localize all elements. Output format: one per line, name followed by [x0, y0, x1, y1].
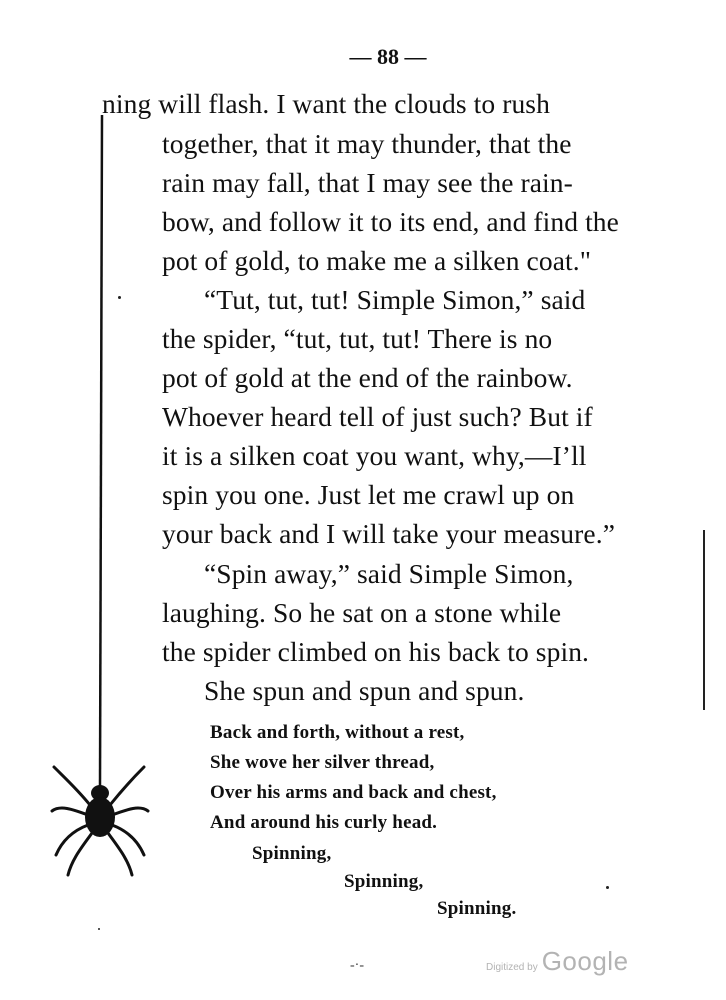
body-line: the spider climbed on his back to spin.: [162, 636, 590, 667]
body-line: pot of gold at the end of the rainbow.: [162, 362, 573, 393]
page-number: — 88 —: [349, 44, 427, 69]
body-line: spin you one. Just let me crawl up on: [162, 479, 575, 510]
body-line: “Tut, tut, tut! Simple Simon,” said: [204, 284, 586, 315]
scan-speck: [118, 296, 121, 299]
body-line: rain may fall, that I may see the rain-: [162, 167, 573, 198]
poem-line: And around his curly head.: [210, 812, 438, 833]
scan-speck: [606, 886, 609, 889]
body-line: bow, and follow it to its end, and find the: [162, 206, 619, 237]
spider-body: [85, 797, 115, 837]
poem-line: Spinning,: [344, 871, 424, 892]
spider-illustration: [40, 115, 170, 900]
watermark-prefix: Digitized by: [486, 962, 538, 973]
poem-line: Over his arms and back and chest,: [210, 782, 497, 803]
body-line: Whoever heard tell of just such? But if: [162, 401, 593, 432]
poem-line: Spinning,: [252, 843, 332, 864]
footer-mark: -·-: [350, 958, 364, 973]
body-line: your back and I will take your measure.”: [162, 518, 615, 549]
scan-speck: [98, 928, 100, 930]
body-line: the spider, “tut, tut, tut! There is no: [162, 323, 553, 354]
poem-line: Spinning.: [437, 898, 517, 919]
body-line: together, that it may thunder, that the: [162, 128, 572, 159]
spider-thread: [100, 115, 102, 785]
body-line: She spun and spun and spun.: [204, 675, 525, 706]
digitized-watermark: [486, 946, 629, 977]
body-line: pot of gold, to make me a silken coat.": [162, 245, 592, 276]
body-line: ning will flash. I want the clouds to rush: [102, 88, 550, 119]
body-line: laughing. So he sat on a stone while: [162, 597, 562, 628]
body-line: it is a silken coat you want, why,—I’ll: [162, 440, 587, 471]
spider-icon: [40, 115, 170, 895]
scan-edge-rule: [703, 530, 705, 710]
google-logo: Google: [541, 946, 629, 976]
body-line: “Spin away,” said Simple Simon,: [204, 558, 574, 589]
poem-line: She wove her silver thread,: [210, 752, 435, 773]
poem-line: Back and forth, without a rest,: [210, 722, 465, 743]
